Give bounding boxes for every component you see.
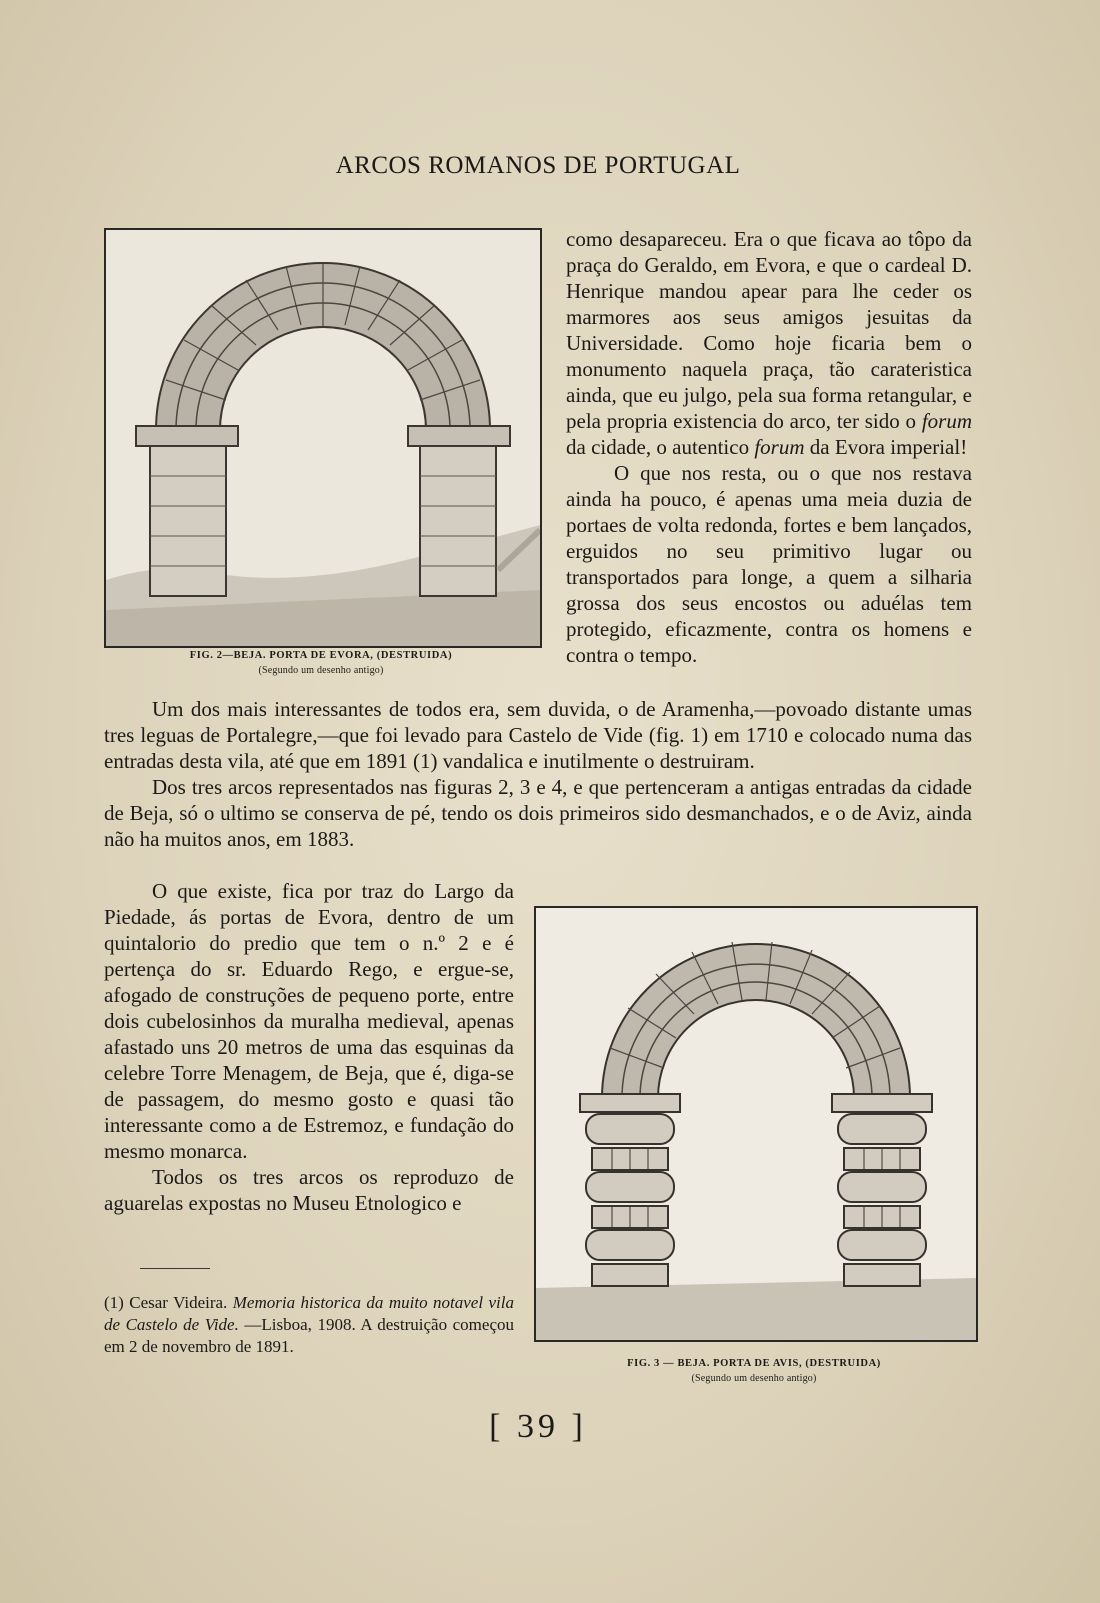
italic-text: Memoria historica da muito notavel vila de Castelo de Vide. xyxy=(104,1293,514,1334)
figure-3-caption-title: FIG. 3 — BEJA. PORTA DE AVIS, (DESTRUIDA) xyxy=(627,1358,881,1369)
footnote xyxy=(104,1292,514,1358)
figure-2-caption-title: FIG. 2—BEJA. PORTA DE EVORA, (DESTRUIDA) xyxy=(189,650,453,661)
text-run: da cidade, o autentico xyxy=(566,435,755,459)
figure-3-illustration xyxy=(534,906,978,1342)
text-run: como desapareceu. Era o que ficava ao tôpo da praça do Geraldo, em Evora, e que o cardeal D. Henrique mandou apear para lhe ceder os marmores aos seus amigos jesuitas da Universidade. Como hoje ficaria bem o monumento naquela praça, tão carateristica ainda, que eu julgo, pela sua forma retangular, e pela propria existencia do arco, ter sido o xyxy=(566,227,972,433)
italic-text: forum xyxy=(921,409,972,433)
figure-3-caption-source: (Segundo um desenho antigo) xyxy=(691,1373,817,1384)
figure-2-illustration xyxy=(104,228,542,648)
page-number: [ 39 ] xyxy=(489,1408,587,1445)
full-width-text xyxy=(104,696,972,852)
figure-2-caption xyxy=(104,648,538,678)
paragraph: O que existe, fica por traz do Largo da Piedade, ás portas de Evora, dentro de um quintalorio do predio que tem o n.º 2 e é pertença do sr. Eduardo Rego, e ergue-se, afogado de construções de pequeno porte, entre dois cubelosinhos da muralha medieval, apenas afastado uns 20 metros de uma das esquinas da celebre Torre Menagem, de Beja, que é, diga-se de passagem, do mesmo gosto e quasi tão interessante como a de Estremoz, e fundação do mesmo monarca. xyxy=(104,879,514,1163)
text-run: —Lisboa, 1908. A destruição começou em 2 de novembro de 1891. xyxy=(104,1315,514,1356)
text-run: da Evora imperial! xyxy=(804,435,968,459)
right-column-text xyxy=(566,226,972,668)
right-pier xyxy=(832,1094,932,1286)
running-head: ARCOS ROMANOS DE PORTUGAL xyxy=(335,152,741,179)
paragraph: Um dos mais interessantes de todos era, sem duvida, o de Aramenha,—povoado distante umas tres leguas de Portalegre,—que foi levado para Castelo de Vide (fig. 1) em 1710 e colocado numa das entradas desta vila, até que em 1891 (1) vandalica e inutilmente o destruiram. xyxy=(104,697,972,773)
figure-2-caption-source: (Segundo um desenho antigo) xyxy=(258,665,384,676)
footnote-divider xyxy=(140,1268,210,1269)
arch-drawing-avis xyxy=(536,908,976,1340)
paragraph: Todos os tres arcos os reproduzo de aguarelas expostas no Museu Etnologico e xyxy=(104,1165,514,1215)
left-pier xyxy=(580,1094,680,1286)
figure-3-caption xyxy=(534,1356,974,1386)
arch-drawing-evora xyxy=(106,230,540,646)
paragraph xyxy=(566,226,972,460)
left-column-text xyxy=(104,878,514,1216)
text-run: (1) Cesar Videira. xyxy=(104,1293,233,1312)
paragraph: O que nos resta, ou o que nos restava ainda ha pouco, é apenas uma meia duzia de portaes de volta redonda, fortes e bem lançados, erguidos no seu primitivo lugar ou transportados para longe, a quem a silharia grossa dos seus encostos ou aduélas tem protegido, eficazmente, contra os homens e contra o tempo. xyxy=(566,461,972,667)
paragraph: Dos tres arcos representados nas figuras 2, 3 e 4, e que pertenceram a antigas entradas da cidade de Beja, só o ultimo se conserva de pé, tendo os dois primeiros sido desmanchados, e o de Aviz, ainda não ha muitos anos, em 1883. xyxy=(104,775,972,851)
italic-text: forum xyxy=(754,435,805,459)
